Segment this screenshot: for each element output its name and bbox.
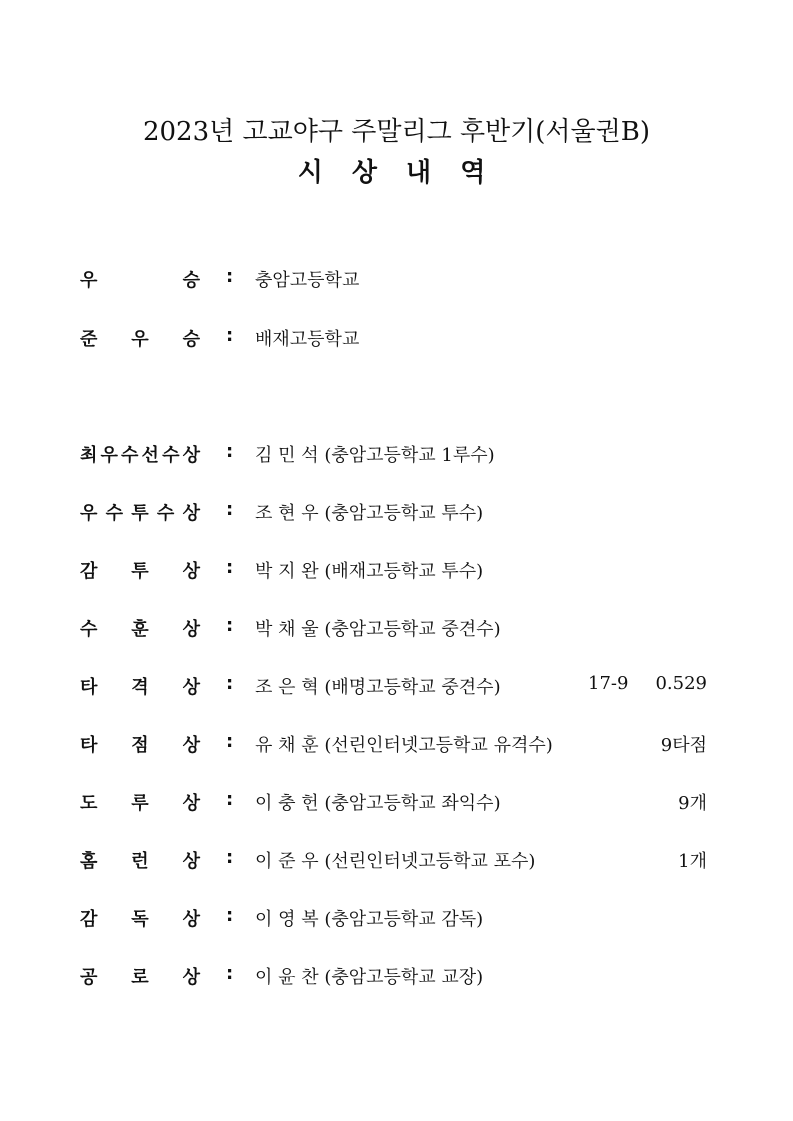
- award-row: [0, 789, 793, 819]
- award-row: [0, 731, 793, 761]
- award-label-char: 타: [80, 735, 98, 756]
- award-label-char: 수: [80, 619, 98, 640]
- award-label-char: 상: [182, 735, 200, 756]
- award-label-char: 감: [80, 561, 98, 582]
- award-recipient: 배재고등학교: [255, 329, 360, 350]
- award-row: [0, 963, 793, 993]
- award-colon: :: [226, 673, 234, 694]
- award-label-char: 승: [182, 329, 200, 350]
- award-label-char: 최: [80, 445, 98, 466]
- award-row: [0, 673, 793, 703]
- award-recipient: 이 준 우 (선린인터넷고등학교 포수): [255, 851, 536, 872]
- award-label-char: 투: [131, 503, 149, 524]
- award-recipient: 김 민 석 (충암고등학교 1루수): [255, 445, 495, 466]
- award-label-char: 준: [80, 329, 98, 350]
- award-label-char: 수: [156, 503, 175, 524]
- award-label-char: 우: [131, 329, 149, 350]
- award-recipient: 조 은 혁 (배명고등학교 중견수): [255, 677, 501, 698]
- award-stat-value: 9타점: [660, 735, 707, 756]
- award-colon: :: [226, 847, 234, 868]
- award-label-char: 타: [80, 677, 98, 698]
- award-label-char: 감: [80, 909, 98, 930]
- award-label-char: 우: [80, 270, 98, 291]
- award-colon: :: [226, 731, 234, 752]
- document-subtitle: 시 상 내 역: [297, 158, 496, 188]
- award-colon: :: [226, 557, 234, 578]
- award-stat-record: 17-9: [588, 673, 629, 694]
- award-label-char: 투: [131, 561, 149, 582]
- award-label-char: 상: [182, 793, 200, 814]
- award-label-char: 상: [182, 619, 200, 640]
- award-label-char: 선: [141, 445, 159, 466]
- award-colon: :: [226, 963, 234, 984]
- award-label-char: 상: [182, 445, 200, 466]
- award-label-char: 상: [182, 503, 200, 524]
- award-label: [80, 557, 200, 583]
- award-colon: :: [226, 499, 234, 520]
- award-label-char: 로: [131, 967, 149, 988]
- award-label-char: 격: [131, 677, 149, 698]
- award-label-char: 우: [100, 445, 118, 466]
- award-row: [0, 847, 793, 877]
- award-label-char: 훈: [131, 619, 149, 640]
- award-row: [0, 441, 793, 471]
- award-label-char: 도: [80, 793, 98, 814]
- award-label: [80, 673, 200, 699]
- award-label-char: 수: [162, 445, 180, 466]
- award-colon: :: [226, 325, 234, 346]
- award-label: [80, 847, 200, 873]
- award-label-char: 홈: [80, 851, 98, 872]
- award-row: [0, 325, 793, 355]
- award-colon: :: [226, 441, 234, 462]
- award-recipient: 박 지 완 (배재고등학교 투수): [255, 561, 484, 582]
- award-label: [80, 266, 200, 292]
- award-row: [0, 905, 793, 935]
- award-stat-value: 1개: [678, 851, 707, 872]
- award-recipient: 박 채 울 (충암고등학교 중견수): [255, 619, 501, 640]
- award-label: [80, 963, 200, 989]
- award-label: [80, 325, 200, 351]
- award-row: [0, 266, 793, 296]
- award-label-char: 상: [182, 967, 200, 988]
- award-label-char: 루: [131, 793, 149, 814]
- award-stat-value: 0.529: [655, 673, 707, 694]
- award-colon: :: [226, 615, 234, 636]
- award-label-char: 상: [182, 677, 200, 698]
- award-colon: :: [226, 905, 234, 926]
- award-label-char: 공: [80, 967, 98, 988]
- award-label-char: 상: [182, 561, 200, 582]
- award-colon: :: [226, 789, 234, 810]
- award-label-char: 상: [182, 851, 200, 872]
- award-stat-value: 9개: [678, 793, 707, 814]
- award-label: [80, 441, 200, 467]
- award-recipient: 충암고등학교: [255, 270, 360, 291]
- award-recipient: 유 채 훈 (선린인터넷고등학교 유격수): [255, 735, 553, 756]
- award-label-char: 우: [80, 503, 98, 524]
- award-label: [80, 905, 200, 931]
- award-row: [0, 499, 793, 529]
- award-recipient: 이 영 복 (충암고등학교 감독): [255, 909, 484, 930]
- award-label: [80, 615, 200, 641]
- award-recipient: 조 현 우 (충암고등학교 투수): [255, 503, 484, 524]
- award-label-char: 독: [131, 909, 149, 930]
- award-recipient: 이 충 헌 (충암고등학교 좌익수): [255, 793, 501, 814]
- award-label-char: 점: [131, 735, 149, 756]
- award-label-char: 수: [105, 503, 124, 524]
- award-label-char: 상: [182, 909, 200, 930]
- award-label: [80, 731, 200, 757]
- award-row: [0, 615, 793, 645]
- award-label: [80, 789, 200, 815]
- award-row: [0, 557, 793, 587]
- award-colon: :: [226, 266, 234, 287]
- award-label: [80, 499, 200, 525]
- award-label-char: 승: [182, 270, 200, 291]
- award-recipient: 이 윤 찬 (충암고등학교 교장): [255, 967, 484, 988]
- document-title: 2023년 고교야구 주말리그 후반기(서울권B): [142, 117, 651, 147]
- award-label-char: 수: [121, 445, 139, 466]
- award-label-char: 런: [131, 851, 149, 872]
